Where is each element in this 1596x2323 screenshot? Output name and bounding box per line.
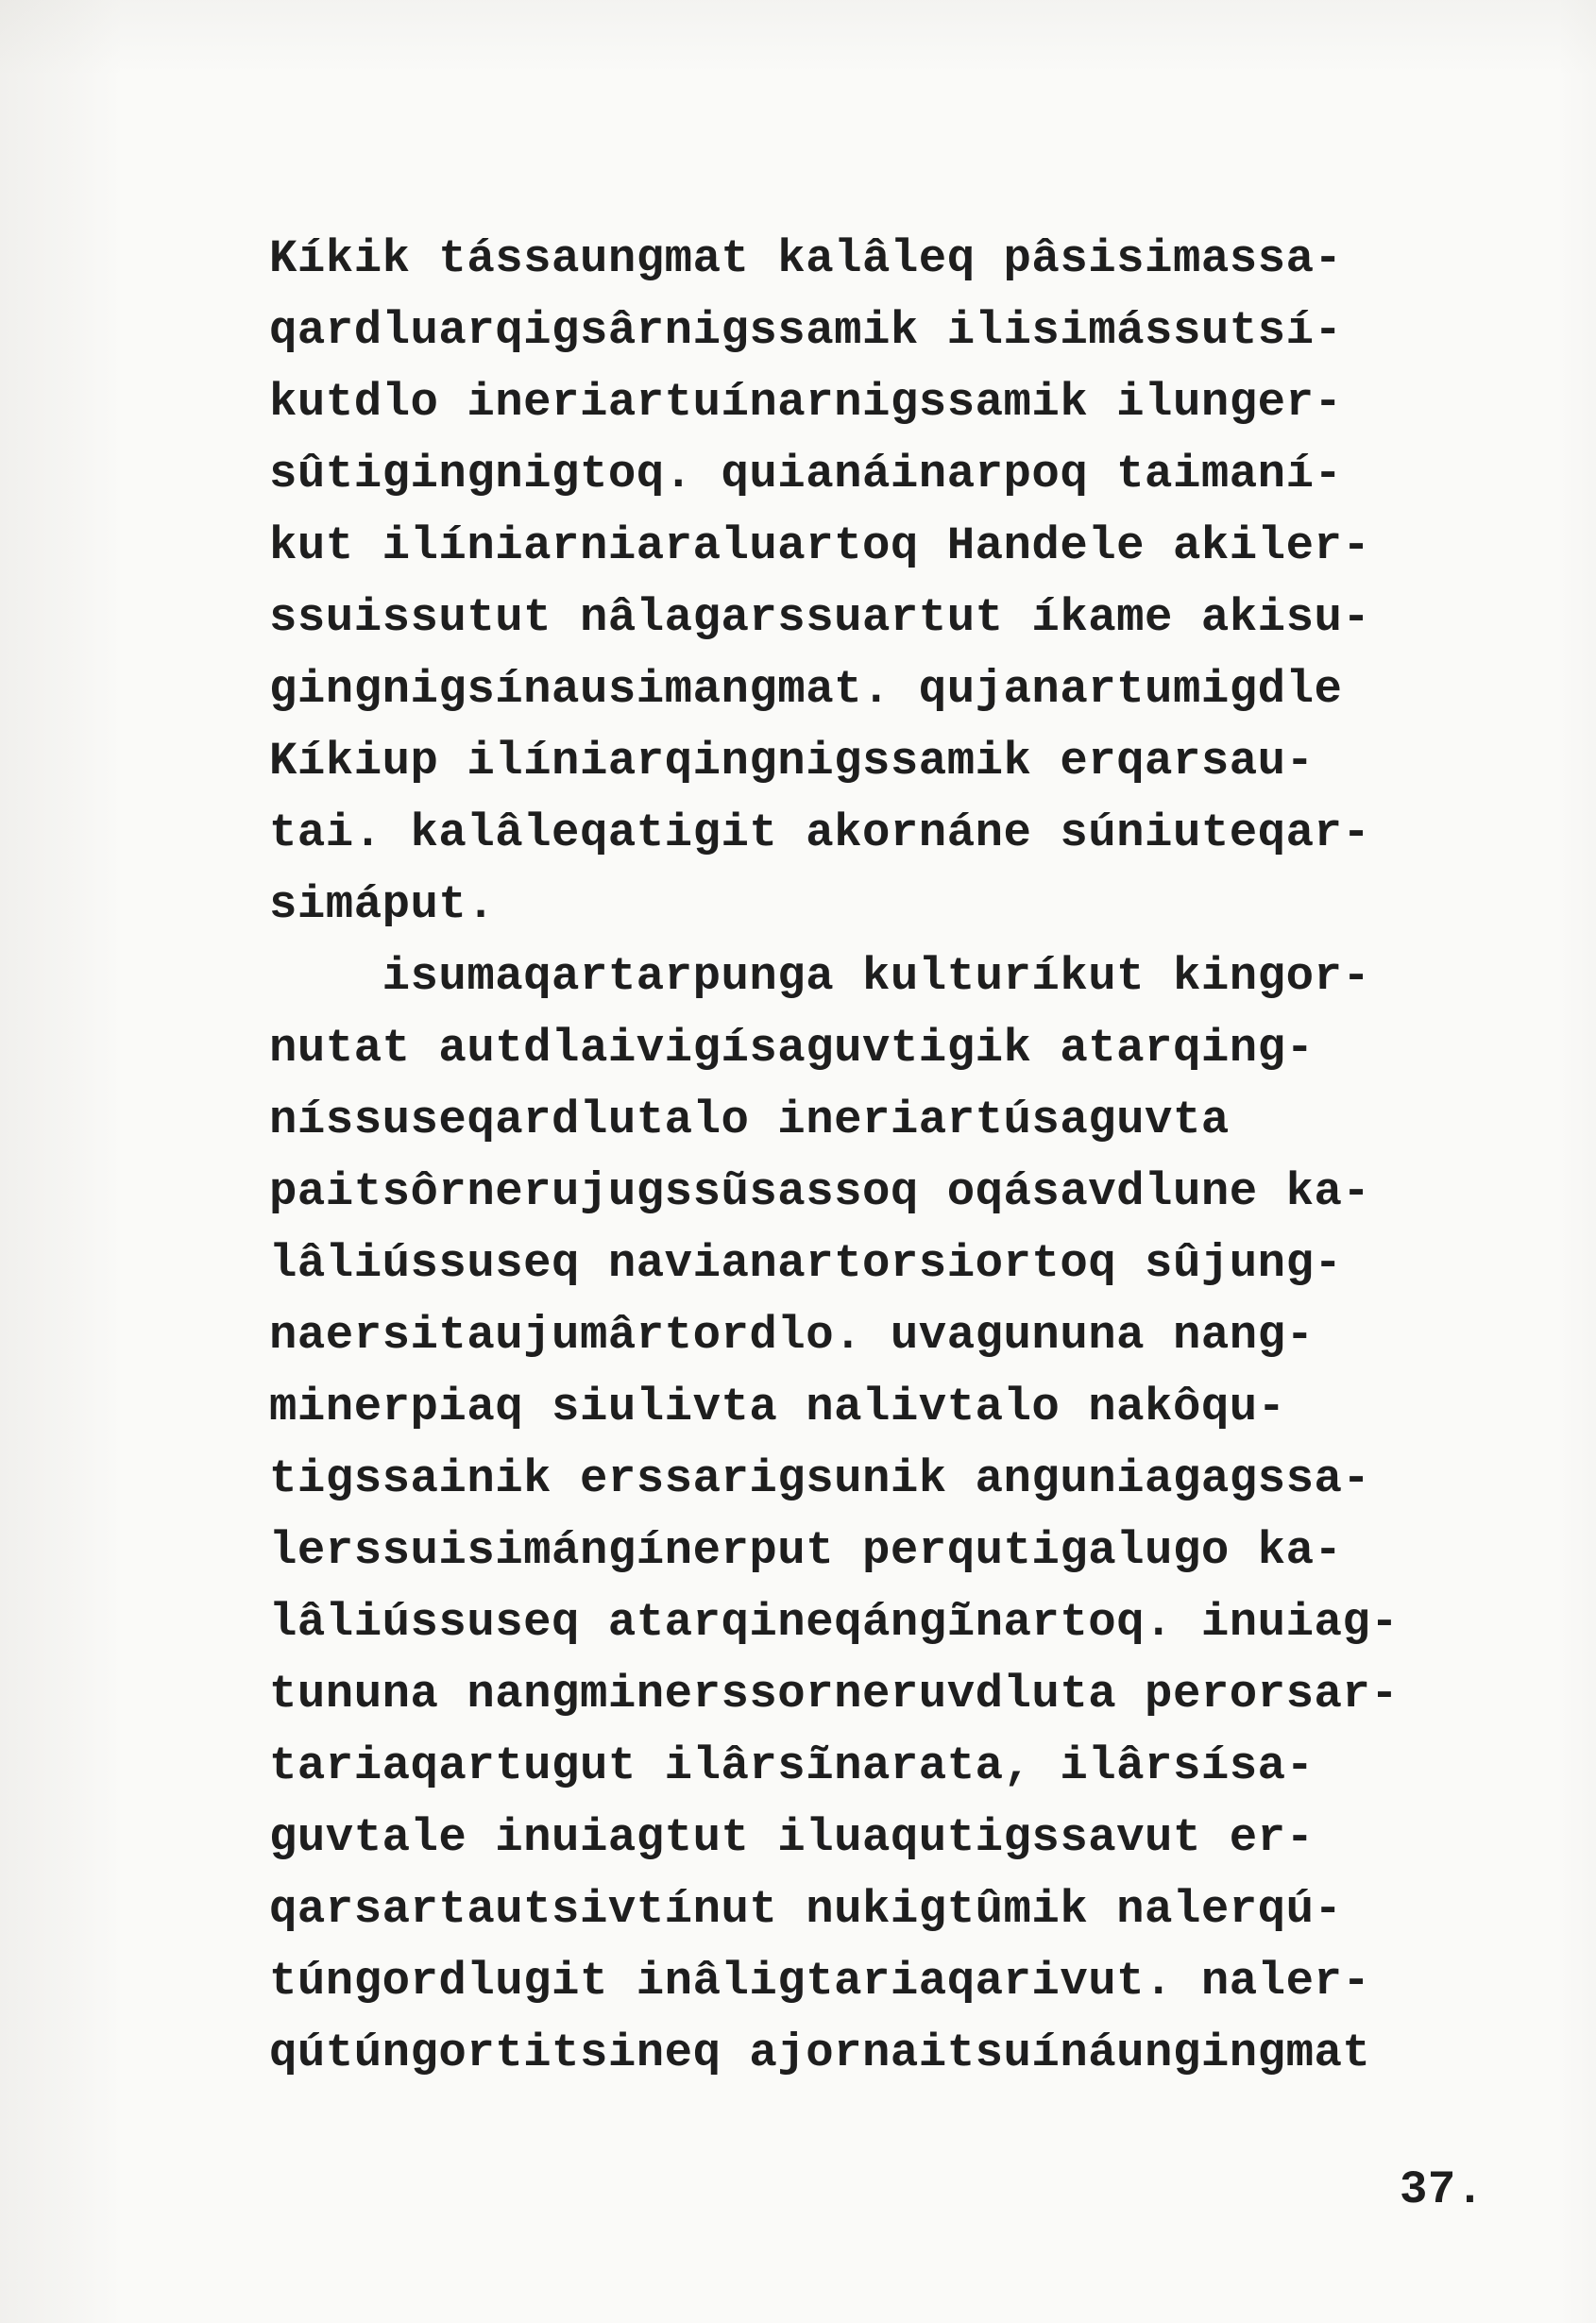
text-line: qútúngortitsineq ajornaitsuínáungingmat: [269, 2026, 1371, 2079]
text-line: sûtigingnigtoq. quianáinarpoq taimaní-: [269, 448, 1343, 500]
text-line: qardluarqigsârnigssamik ilisimássutsí-: [269, 304, 1343, 357]
page-number: 37.: [1400, 2163, 1485, 2216]
text-line: simáput.: [269, 878, 496, 931]
text-line: lâliússuseq atarqineqángĩnartoq. inuiag-: [269, 1596, 1400, 1649]
text-line: paitsôrnerujugssũsassoq oqásavdlune ka-: [269, 1165, 1371, 1218]
text-line: níssuseqardlutalo ineriartúsaguvta: [269, 1094, 1230, 1146]
text-line: túngordlugit inâligtariaqarivut. naler-: [269, 1955, 1371, 2008]
text-line: qarsartautsivtínut nukigtûmik nalerqú-: [269, 1883, 1343, 1936]
text-line: guvtale inuiagtut iluaqutigssavut er-: [269, 1811, 1315, 1864]
text-line: tununa nangminerssorneruvdluta perorsar-: [269, 1668, 1400, 1721]
text-line: Kíkiup ilíniarqingnigssamik erqarsau-: [269, 735, 1315, 788]
text-line: lâliússuseq navianartorsiortoq sûjung-: [269, 1237, 1343, 1290]
body-text: [269, 223, 1399, 2089]
text-line: minerpiaq siulivta nalivtalo nakôqu-: [269, 1381, 1286, 1433]
text-line: kutdlo ineriartuínarnigssamik ilunger-: [269, 376, 1343, 429]
text-line: isumaqartarpunga kulturíkut kingor-: [269, 950, 1371, 1003]
text-line: gingnigsínausimangmat. qujanartumigdle: [269, 663, 1343, 716]
text-line: tai. kalâleqatigit akornáne súniuteqar-: [269, 806, 1371, 859]
text-line: kut ilíniarniaraluartoq Handele akiler-: [269, 519, 1371, 572]
text-line: lerssuisimángínerput perqutigalugo ka-: [269, 1524, 1343, 1577]
text-line: tariaqartugut ilârsĩnarata, ilârsísa-: [269, 1739, 1315, 1792]
text-line: ssuissutut nâlagarssuartut íkame akisu-: [269, 591, 1371, 644]
text-line: naersitaujumârtordlo. uvagununa nang-: [269, 1309, 1315, 1362]
text-line: Kíkik tássaungmat kalâleq pâsisimassa-: [269, 232, 1343, 285]
text-line: nutat autdlaivigísaguvtigik atarqing-: [269, 1022, 1315, 1075]
text-line: tigssainik erssarigsunik anguniagagssa-: [269, 1452, 1371, 1505]
